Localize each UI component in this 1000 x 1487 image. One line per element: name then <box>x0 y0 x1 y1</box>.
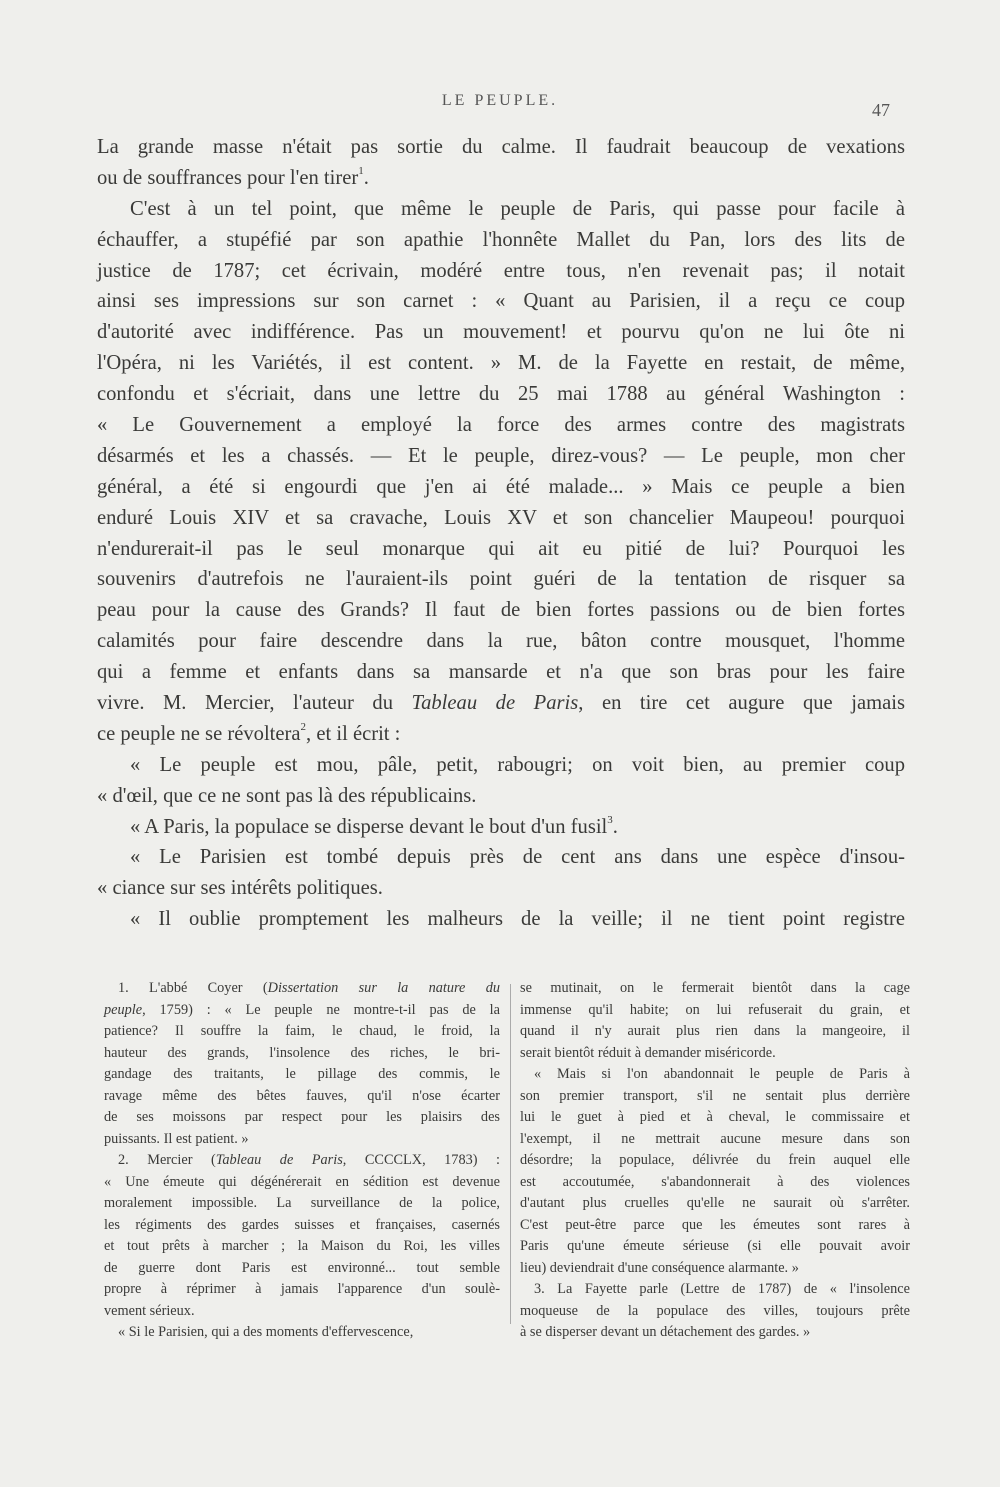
text-line: justice de 1787; cet écrivain, modéré entre tous, n'en revenait pas; il notait <box>97 259 905 282</box>
footnote-line: Paris qu'une émeute sérieuse (si elle pouvait avoir <box>520 1238 910 1254</box>
footnote-line: de ses moissons par respect pour les plaisirs des <box>104 1109 500 1125</box>
text-line: l'Opéra, ni les Variétés, il est content. » M. de la Fayette en restait, de même, <box>97 352 905 375</box>
quote-line: « A Paris, la populace se disperse devant le bout d'un fusil$^3$. <box>130 813 618 838</box>
quote-line: « d'œil, que ce ne sont pas là des républicains. <box>97 784 477 807</box>
footnote-line: d'autant plus cruelles qu'elle ne saurait où s'arrêter. <box>520 1195 910 1211</box>
footnote-line: désordre; la populace, délivrée du frein auquel elle <box>520 1152 910 1168</box>
footnote-line: lui le guet à pied et à cheval, le commissaire et <box>520 1109 910 1125</box>
footnote-line: « Une émeute qui dégénérerait en sédition est devenue <box>104 1173 500 1190</box>
text-line: calamités pour faire descendre dans la rue, bâton contre mousquet, l'homme <box>97 630 905 653</box>
main-text <box>97 132 905 935</box>
text-line: peau pour la cause des Grands? Il faut de bien fortes passions ou de bien fortes <box>97 599 905 622</box>
footnote-line: patience? Il souffre la faim, le chaud, le froid, la <box>104 1023 500 1039</box>
footnote-line: de guerre dont Paris est environné... tout semble <box>104 1259 500 1276</box>
running-head: LE PEUPLE. <box>441 92 559 109</box>
page-number: 47 <box>872 100 890 120</box>
text-line: n'endurerait-il pas le seul monarque qui ait eu pitié de lui? Pourquoi les <box>97 537 905 560</box>
footnote-line: 1. L'abbé Coyer (Dissertation sur la nature du <box>118 980 501 996</box>
footnote-line: lieu) deviendrait d'une conséquence alarmante. » <box>520 1259 799 1276</box>
text-line: souvenirs d'autrefois ne l'auraient-ils point guéri de la tentation de risquer sa <box>97 568 905 591</box>
footnote-line: 2. Mercier (Tableau de Paris, CCCCLX, 1783) : <box>118 1152 500 1168</box>
footnote-line: immense qu'il habite; on lui refuserait du grain, et <box>520 1001 910 1018</box>
text-line: échauffer, a stupéfié par son apathie l'honnête Mallet du Pan, lors des lits de <box>97 228 905 251</box>
quote-line: « Le Parisien est tombé depuis près de cent ans dans une espèce d'insou- <box>130 846 905 869</box>
text-line: qui a femme et enfants dans sa mansarde et n'a que son bras pour les faire <box>97 661 905 684</box>
book-title: Tableau de Paris <box>411 692 579 715</box>
footnote-ref: 3 <box>607 813 613 826</box>
footnote-line: puissants. Il est patient. » <box>104 1130 249 1147</box>
footnote-line: quand il n'y aurait plus rien dans la mangeoire, il <box>520 1023 910 1039</box>
footnote-line: les régiments des gardes suisses et françaises, casernés <box>104 1216 500 1233</box>
footnote-line: ravage même des bêtes fauves, qu'il n'ose écarter <box>104 1087 500 1104</box>
quote-line: « ciance sur ses intérêts politiques. <box>97 877 383 900</box>
footnote-line: à se disperser devant un détachement des gardes. » <box>520 1324 811 1340</box>
footnote-line: moqueuse de la populace des villes, toujours prête <box>520 1302 910 1319</box>
footnote-line: est accoutumée, s'abandonnerait à des violences <box>520 1173 910 1190</box>
footnote-line: peuple, 1759) : « Le peuple ne montre-t-il pas de la <box>104 1001 500 1018</box>
text-line: désarmés et les a chassés. — Et le peuple, direz-vous? — Le peuple, mon cher <box>97 444 905 467</box>
text-line: ce peuple ne se révoltera$^2$, et il écrit : <box>97 721 401 745</box>
footnote-line: son premier transport, s'il ne sentait plus derrière <box>520 1087 910 1104</box>
footnote-line: 3. La Fayette parle (Lettre de 1787) de « l'insolence <box>534 1281 910 1297</box>
footnotes-right-column <box>520 978 910 1344</box>
text-line: vivre. M. Mercier, l'auteur du Tableau de Paris, en tire cet augure que jamais <box>97 692 905 715</box>
text-line: d'autorité avec indifférence. Pas un mouvement! et pourvu qu'on ne lui ôte ni <box>97 321 905 344</box>
footnote-line: hauteur des grands, l'insolence des riches, le bri- <box>104 1044 500 1061</box>
footnote-line: l'exempt, il ne mettrait aucune mesure dans son <box>520 1130 910 1147</box>
text-line: La grande masse n'était pas sortie du calme. Il faudrait beaucoup de vexations <box>97 136 905 158</box>
footnote-line: propre à réprimer à jamais l'apparence d'un soulè- <box>104 1281 500 1297</box>
column-divider <box>510 984 511 1324</box>
footnote-line: C'est peut-être parce que les émeutes sont rares à <box>520 1216 910 1233</box>
text-line: C'est à un tel point, que même le peuple de Paris, qui passe pour facile à <box>130 197 905 220</box>
text-line: ainsi ses impressions sur son carnet : « Quant au Parisien, il a reçu ce coup <box>97 290 905 313</box>
quote-line: « Il oublie promptement les malheurs de la veille; il ne tient point registre <box>130 908 905 931</box>
footnote-line: « Mais si l'on abandonnait le peuple de Paris à <box>534 1066 910 1082</box>
footnote-line: se mutinait, on le fermerait bientôt dans la cage <box>520 980 910 996</box>
text-line: ou de souffrances pour l'en tirer$^1$. <box>97 165 369 189</box>
footnote-line: « Si le Parisien, qui a des moments d'effervescence, <box>118 1324 414 1340</box>
footnote-line: moralement impossible. La surveillance de la police, <box>104 1195 500 1211</box>
text-line: « Le Gouvernement a employé la force des armes contre des magistrats <box>97 414 905 437</box>
text-line: confondu et s'écriait, dans une lettre du 25 mai 1788 au général Washington : <box>97 383 905 406</box>
footnote-ref: 1 <box>358 165 364 178</box>
text-line: enduré Louis XIV et sa cravache, Louis XV et son chancelier Maupeou! pourquoi <box>97 506 905 529</box>
text-line: général, a été si engourdi que j'en ai été malade... » Mais ce peuple a bien <box>97 475 905 498</box>
footnote-line: vement sérieux. <box>104 1302 195 1319</box>
footnote-line: et tout prêts à marcher ; la Maison du Roi, les villes <box>104 1238 500 1254</box>
footnote-line: gandage des traitants, le pillage des commis, le <box>104 1066 500 1082</box>
footnote-line: serait bientôt réduit à demander miséricorde. <box>520 1044 776 1061</box>
footnotes-left-column <box>104 978 500 1344</box>
footnotes <box>104 978 910 1348</box>
footnote-ref: 2 <box>300 721 307 734</box>
quote-line: « Le peuple est mou, pâle, petit, rabougri; on voit bien, au premier coup <box>130 753 905 776</box>
